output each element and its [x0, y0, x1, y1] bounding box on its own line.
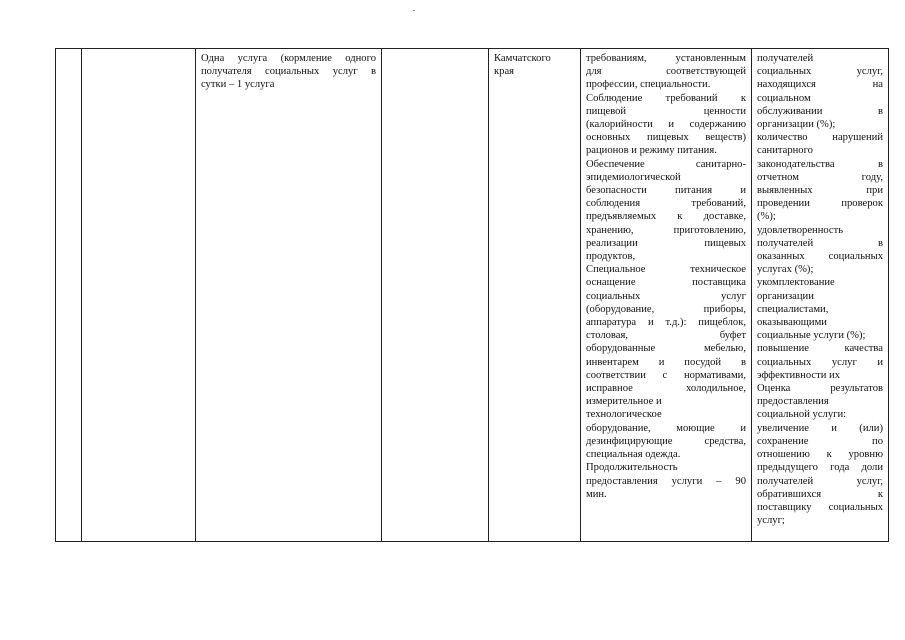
text-line: Соблюдение требований к	[586, 92, 746, 104]
empty-cell	[382, 49, 489, 542]
text-line: эффективности их	[757, 369, 841, 381]
text-line: социальных услуг,	[757, 66, 883, 78]
text-line: столовая, буфет	[586, 330, 746, 342]
col-number-cell	[56, 49, 82, 542]
text-line: увеличение и (или)	[757, 422, 883, 434]
table-row	[56, 49, 889, 542]
text-line: удовлетворенность	[757, 224, 844, 236]
text-line: оказанных социальных	[757, 251, 883, 263]
text-line: укомплектование	[757, 277, 835, 289]
text-line: Камчатского	[494, 53, 551, 64]
text-line: предоставления	[757, 396, 829, 408]
text-line: Специальное техническое	[586, 264, 746, 276]
text-line: социальных услуг и	[757, 356, 883, 368]
text-line: услугах (%);	[757, 264, 814, 276]
text-line: Одна услуга (кормление одного	[201, 53, 376, 64]
indicators-cell	[752, 49, 889, 542]
requirements-cell	[581, 49, 752, 542]
text-line: профессии, специальности.	[586, 79, 711, 91]
text-line: измерительное и	[586, 396, 662, 408]
text-line: социальные услуги (%);	[757, 330, 866, 342]
text-line: социальном	[757, 92, 811, 104]
text-line: обратившихся к	[757, 488, 883, 500]
text-line: сохранение по	[757, 435, 883, 447]
text-line: оснащение поставщика	[586, 277, 746, 289]
text-line: Оценка результатов	[757, 383, 883, 395]
text-line: предыдущего года доли	[757, 462, 883, 474]
text-line: для соответствующей	[586, 66, 746, 78]
text-line: количество нарушений	[757, 132, 883, 144]
text-line: поставщику социальных	[757, 501, 883, 513]
service-volume-cell	[196, 49, 382, 542]
text-line: выявленных при	[757, 185, 883, 197]
text-line: (оборудование, приборы,	[586, 303, 746, 315]
text-line: оказывающими	[757, 317, 827, 329]
text-line: законодательства в	[757, 158, 883, 170]
text-line: исправное холодильное,	[586, 383, 746, 395]
text-line: дезинфицирующие средства,	[586, 435, 746, 447]
region-cell	[489, 49, 581, 542]
text-line: аппаратура и т.д.): пищеблок,	[586, 317, 746, 329]
text-line: края	[494, 66, 515, 78]
text-line: предоставления услуги – 90	[586, 475, 746, 487]
text-line: санитарного	[757, 145, 813, 157]
text-line: получателей в	[757, 237, 883, 249]
text-line: социальных услуг	[586, 290, 746, 302]
text-line: мин.	[586, 488, 607, 500]
text-line: соответствии с нормативами,	[586, 369, 746, 381]
text-line: реализации пищевых	[586, 237, 746, 249]
text-line: социальной услуги:	[757, 409, 847, 421]
text-line: специалистами,	[757, 303, 829, 315]
text-line: основных пищевых веществ)	[586, 132, 746, 144]
text-line: Продолжительность	[586, 462, 678, 474]
text-line: обслуживании в	[757, 105, 883, 117]
text-line: сутки – 1 услуга	[201, 79, 275, 91]
text-line: (%);	[757, 211, 776, 223]
text-line: предъявляемых к доставке,	[586, 211, 746, 223]
text-line: инвентарем и посудой в	[586, 356, 746, 368]
indicators-text	[757, 52, 883, 527]
text-line: специальная одежда.	[586, 449, 681, 461]
text-line: продуктов,	[586, 251, 636, 263]
text-line: находящихся на	[757, 79, 883, 91]
text-line: пищевой ценности	[586, 105, 746, 117]
text-line: (калорийности и содержанию	[586, 119, 746, 131]
text-line: отношению к уровню	[757, 449, 883, 461]
text-line: соблюдения требований,	[586, 198, 746, 210]
text-line: оборудованные мебелью,	[586, 343, 746, 355]
text-line: технологическое	[586, 409, 662, 421]
text-line: организации	[757, 290, 814, 302]
text-line: получателей услуг,	[757, 475, 883, 487]
text-line: получателя социальных услуг в	[201, 66, 376, 78]
text-line: эпидемиологической	[586, 171, 681, 183]
standards-table	[55, 48, 889, 542]
text-line: получателей	[757, 53, 814, 64]
text-line: отчетном году,	[757, 171, 883, 183]
text-line: требованиям, установленным	[586, 53, 746, 64]
text-line: организации (%);	[757, 119, 836, 131]
text-line: услуг;	[757, 515, 785, 527]
col-name-cell	[82, 49, 196, 542]
text-line: проведении проверок	[757, 198, 883, 210]
text-line: рационов и режиму питания.	[586, 145, 717, 157]
scan-speck	[413, 10, 415, 11]
text-line: хранению, приготовлению,	[586, 224, 746, 236]
text-line: безопасности питания и	[586, 185, 746, 197]
service-volume-text	[201, 52, 376, 92]
region-text	[494, 52, 575, 78]
requirements-text	[586, 52, 746, 501]
text-line: повышение качества	[757, 343, 883, 355]
text-line: Обеспечение санитарно-	[586, 158, 746, 170]
text-line: оборудование, моющие и	[586, 422, 746, 434]
